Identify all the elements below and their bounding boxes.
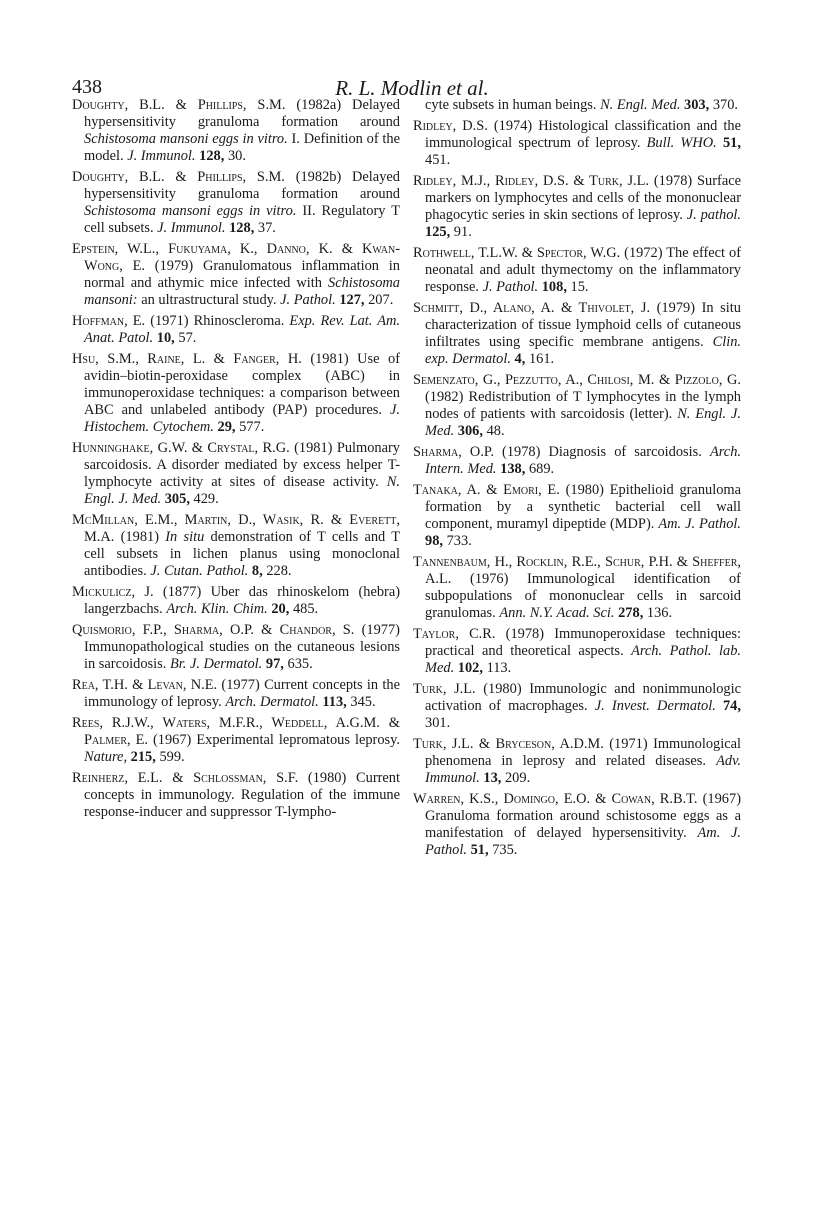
ref-journal: Arch. Intern. Med. bbox=[425, 444, 741, 477]
ref-pages: 57. bbox=[178, 330, 197, 346]
ref-pages: 228. bbox=[266, 563, 292, 579]
ref-volume: 8, bbox=[251, 563, 263, 579]
ref-volume: 29, bbox=[217, 419, 236, 435]
ref-authors: Doughty, B.L. & Phillips, S.M. bbox=[72, 169, 285, 185]
ref-title: Delayed hypersensitivity granuloma formation around bbox=[84, 97, 400, 130]
ref-authors: Ridley, M.J., Ridley, D.S. & Turk, J.L. bbox=[413, 173, 650, 189]
reference-entry bbox=[413, 554, 741, 622]
ref-year: (1976) bbox=[470, 571, 509, 587]
ref-volume: 215, bbox=[130, 749, 156, 765]
ref-continuation-text: cyte subsets in human beings. bbox=[425, 97, 597, 113]
ref-authors: Rees, R.J.W., Waters, M.F.R., Weddell, A.G.M. & Palmer, E. bbox=[72, 715, 400, 748]
ref-authors: McMillan, E.M., Martin, D., Wasik, R. & Everett, M.A. bbox=[72, 512, 400, 545]
ref-pages: 30. bbox=[227, 148, 246, 164]
reference-entry bbox=[72, 584, 400, 618]
ref-year: (1981) bbox=[294, 440, 333, 456]
ref-authors: Rothwell, T.L.W. & Spector, W.G. bbox=[413, 245, 621, 261]
ref-volume: 51, bbox=[722, 135, 741, 151]
reference-entry bbox=[72, 313, 400, 347]
ref-pages: 113. bbox=[486, 660, 512, 676]
ref-pages: 370. bbox=[712, 97, 739, 113]
ref-volume: 51, bbox=[470, 842, 489, 858]
reference-entry bbox=[413, 736, 741, 787]
ref-pages: 209. bbox=[504, 770, 531, 786]
ref-authors: Turk, J.L. & Bryceson, A.D.M. bbox=[413, 736, 604, 752]
ref-authors: Warren, K.S., Domingo, E.O. & Cowan, R.B.T. bbox=[413, 791, 698, 807]
ref-pages: 207. bbox=[368, 292, 394, 308]
ref-volume: 98, bbox=[425, 533, 443, 549]
ref-journal: Bull. WHO. bbox=[646, 135, 717, 151]
ref-title: Immunological identification of subpopulations of mononuclear cells in sarcoid granulomas. bbox=[425, 571, 741, 621]
reference-entry bbox=[72, 351, 400, 436]
ref-volume: 4, bbox=[514, 351, 526, 367]
ref-journal: Ann. N.Y. Acad. Sci. bbox=[499, 605, 615, 621]
ref-year: (1981) bbox=[310, 351, 349, 367]
ref-title-rest: I. Definition of the model. bbox=[84, 131, 400, 164]
reference-entry bbox=[413, 173, 741, 241]
reference-entry bbox=[413, 444, 741, 478]
ref-pages: 345. bbox=[350, 694, 376, 710]
ref-title: Surface markers on lymphocytes and cells of the mononuclear phagocytic series in skin sections of leprosy. bbox=[425, 173, 741, 223]
ref-year: (1977) bbox=[361, 622, 400, 638]
ref-year: (1971) bbox=[150, 313, 189, 329]
reference-entry bbox=[72, 622, 400, 673]
ref-year: (1980) bbox=[565, 482, 604, 498]
ref-title: Rhinoscleroma. bbox=[193, 313, 285, 329]
ref-title: Use of avidin–biotin-peroxidase complex (ABC) in immunoperoxidase techniques: a comparison between ABC and unlabeled antibody (PAP) procedures. bbox=[84, 351, 400, 418]
ref-title-italic: In situ bbox=[165, 529, 205, 545]
ref-year: (1979) bbox=[656, 300, 696, 316]
ref-journal: Nature, bbox=[84, 749, 128, 765]
ref-year: (1981) bbox=[120, 529, 160, 545]
ref-volume: 97, bbox=[265, 656, 284, 672]
ref-authors: Tanaka, A. & Emori, E. bbox=[413, 482, 560, 498]
ref-volume: 303, bbox=[684, 97, 710, 113]
ref-journal: Clin. exp. Dermatol. bbox=[425, 334, 741, 367]
ref-journal: Adv. Immunol. bbox=[425, 753, 741, 786]
ref-volume: 306, bbox=[457, 423, 483, 439]
reference-entry bbox=[413, 791, 741, 859]
reference-entry bbox=[413, 245, 741, 296]
ref-pages: 429. bbox=[193, 491, 219, 507]
ref-year: (1982a) bbox=[296, 97, 342, 113]
ref-pages: 37. bbox=[257, 220, 276, 236]
ref-title-rest: II. Regulatory T cell subsets. bbox=[84, 203, 400, 236]
ref-year: (1972) bbox=[624, 245, 663, 261]
ref-volume: 113, bbox=[322, 694, 347, 710]
reference-entry bbox=[72, 169, 400, 237]
ref-volume: 128, bbox=[229, 220, 255, 236]
ref-title: The effect of neonatal and adult thymectomy on the inflammatory response. bbox=[425, 245, 741, 295]
ref-pages: 485. bbox=[292, 601, 319, 617]
ref-title: Diagnosis of sarcoidosis. bbox=[548, 444, 702, 460]
references-left-column bbox=[72, 97, 400, 825]
reference-entry bbox=[72, 241, 400, 309]
ref-year: (1877) bbox=[162, 584, 202, 600]
ref-title: Granulomatous inflammation in normal and athymic mice infected with bbox=[84, 258, 400, 291]
ref-journal: J. pathol. bbox=[686, 207, 741, 223]
reference-entry bbox=[413, 118, 741, 169]
ref-authors: Ridley, D.S. bbox=[413, 118, 488, 134]
ref-journal: N. Engl. Med. bbox=[600, 97, 681, 113]
ref-authors: Sharma, O.P. bbox=[413, 444, 494, 460]
ref-journal: J. Histochem. Cytochem. bbox=[84, 402, 400, 435]
ref-year: (1977) bbox=[221, 677, 260, 693]
running-head: R. L. Modlin et al. bbox=[335, 76, 489, 100]
ref-title-rest: an ultrastructural study. bbox=[141, 292, 277, 308]
ref-title: Uber das rhinoskelom (hebra) langerzbachs. bbox=[84, 584, 400, 617]
ref-journal: Br. J. Dermatol. bbox=[169, 656, 263, 672]
ref-journal: N. Engl. J. Med. bbox=[425, 406, 742, 439]
ref-authors: Hunninghake, G.W. & Crystal, R.G. bbox=[72, 440, 290, 456]
ref-volume: 10, bbox=[156, 330, 175, 346]
ref-volume: 305, bbox=[164, 491, 190, 507]
ref-year: (1974) bbox=[493, 118, 533, 134]
ref-volume: 125, bbox=[425, 224, 451, 240]
ref-title: Immunological phenomena in leprosy and related diseases. bbox=[425, 736, 741, 769]
ref-volume: 74, bbox=[722, 698, 741, 714]
ref-title: Epithelioid granuloma formation by a synthetic bacterial cell wall component, muramyl dipeptide (MDP). bbox=[425, 482, 741, 532]
ref-title: Immunologic and nonimmunologic activation of macrophages. bbox=[425, 681, 741, 714]
ref-journal: Arch. Klin. Chim. bbox=[166, 601, 268, 617]
ref-journal: Am. J. Pathol. bbox=[658, 516, 742, 532]
ref-pages: 577. bbox=[239, 419, 265, 435]
ref-authors: Schmitt, D., Alano, A. & Thivolet, J. bbox=[413, 300, 651, 316]
ref-year: (1982b) bbox=[295, 169, 342, 185]
ref-volume: 128, bbox=[199, 148, 225, 164]
ref-year: (1978) bbox=[653, 173, 693, 189]
ref-authors: Taylor, C.R. bbox=[413, 626, 496, 642]
ref-authors: Turk, J.L. bbox=[413, 681, 476, 697]
ref-authors: Hsu, S.M., Raine, L. & Fanger, H. bbox=[72, 351, 302, 367]
ref-pages: 161. bbox=[528, 351, 555, 367]
ref-title-italic: Schistosoma mansoni eggs in vitro. bbox=[84, 131, 288, 147]
ref-volume: 108, bbox=[541, 279, 567, 295]
ref-year: (1980) bbox=[483, 681, 522, 697]
ref-title: Pulmonary sarcoidosis. A disorder mediated by excess helper T-lymphocyte activity at sites of disease activity. bbox=[84, 440, 400, 490]
reference-entry bbox=[72, 97, 400, 165]
ref-journal: N. Engl. J. Med. bbox=[84, 474, 400, 507]
ref-journal: Am. J. Pathol. bbox=[425, 825, 741, 858]
reference-entry bbox=[413, 482, 741, 550]
ref-title-italic: Schistosoma mansoni eggs in vitro. bbox=[84, 203, 297, 219]
ref-title: Current concepts in immunology. Regulation of the immune response-inducer and suppressor T-lympho- bbox=[84, 770, 400, 820]
ref-pages: 48. bbox=[486, 423, 505, 439]
reference-entry bbox=[413, 372, 741, 440]
page-number: 438 bbox=[72, 76, 102, 98]
references-right-column bbox=[413, 97, 741, 863]
ref-title: Redistribution of T lymphocytes in the lymph nodes of patients with sarcoidosis (letter). bbox=[425, 389, 741, 422]
ref-authors: Doughty, B.L. & Phillips, S.M. bbox=[72, 97, 286, 113]
ref-authors: Tannenbaum, H., Rocklin, R.E., Schur, P.H. & Sheffer, A.L. bbox=[413, 554, 741, 587]
ref-journal: Arch. Pathol. lab. Med. bbox=[425, 643, 741, 676]
ref-pages: 689. bbox=[528, 461, 555, 477]
ref-year: (1971) bbox=[609, 736, 648, 752]
reference-entry bbox=[72, 512, 400, 580]
reference-entry bbox=[413, 626, 741, 677]
reference-continuation bbox=[413, 97, 741, 114]
reference-entry bbox=[72, 677, 400, 711]
ref-year: (1979) bbox=[154, 258, 194, 274]
ref-year: (1978) bbox=[502, 444, 541, 460]
ref-year: (1967) bbox=[702, 791, 741, 807]
ref-pages: 91. bbox=[453, 224, 472, 240]
ref-journal: J. Immunol. bbox=[127, 148, 196, 164]
ref-pages: 735. bbox=[492, 842, 518, 858]
ref-volume: 138, bbox=[500, 461, 526, 477]
ref-authors: Rea, T.H. & Levan, N.E. bbox=[72, 677, 218, 693]
ref-title: Histological classification and the immunological spectrum of leprosy. bbox=[425, 118, 741, 151]
ref-title: Experimental lepromatous leprosy. bbox=[196, 732, 400, 748]
ref-pages: 599. bbox=[159, 749, 185, 765]
ref-volume: 13, bbox=[483, 770, 502, 786]
ref-title: Delayed hypersensitivity granuloma formation around bbox=[84, 169, 400, 202]
ref-authors: Mickulicz, J. bbox=[72, 584, 154, 600]
reference-entry bbox=[413, 681, 741, 732]
ref-title: Immunopathological studies on the cutaneous lesions in sarcoidosis. bbox=[84, 639, 400, 672]
reference-entry bbox=[72, 770, 400, 821]
ref-pages: 451. bbox=[425, 152, 451, 168]
ref-journal: J. Pathol. bbox=[482, 279, 539, 295]
ref-pages: 15. bbox=[570, 279, 589, 295]
ref-pages: 301. bbox=[425, 715, 451, 731]
ref-title: In situ characterization of tissue lymphoid cells of cutaneous infiltrates using specific membrane antigens. bbox=[425, 300, 741, 350]
ref-title: Current concepts in the immunology of leprosy. bbox=[84, 677, 400, 710]
ref-title-rest: demonstration of T cells and T cell subsets in lichen planus using monoclonal antibodies. bbox=[84, 529, 400, 579]
ref-pages: 635. bbox=[287, 656, 313, 672]
ref-authors: Quismorio, F.P., Sharma, O.P. & Chandor, S. bbox=[72, 622, 355, 638]
reference-entry bbox=[72, 440, 400, 508]
ref-journal: Exp. Rev. Lat. Am. Anat. Patol. bbox=[84, 313, 400, 346]
ref-year: (1978) bbox=[505, 626, 545, 642]
ref-authors: Hoffman, E. bbox=[72, 313, 146, 329]
ref-journal: J. Invest. Dermatol. bbox=[594, 698, 716, 714]
ref-authors: Reinherz, E.L. & Schlossman, S.F. bbox=[72, 770, 299, 786]
ref-authors: Semenzato, G., Pezzutto, A., Chilosi, M. & Pizzolo, G. bbox=[413, 372, 741, 388]
ref-title-italic: Schistosoma mansoni: bbox=[84, 275, 400, 308]
ref-journal: J. Immunol. bbox=[157, 220, 226, 236]
reference-entry bbox=[413, 300, 741, 368]
ref-year: (1980) bbox=[307, 770, 347, 786]
reference-entry bbox=[72, 715, 400, 766]
ref-title: Immunoperoxidase techniques: practical and theoretical aspects. bbox=[425, 626, 742, 659]
ref-authors: Epstein, W.L., Fukuyama, K., Danno, K. & Kwan-Wong, E. bbox=[72, 241, 400, 274]
ref-year: (1967) bbox=[152, 732, 192, 748]
ref-journal: J. Pathol. bbox=[280, 292, 336, 308]
ref-journal: J. Cutan. Pathol. bbox=[150, 563, 249, 579]
ref-title: Granuloma formation around schistosome eggs as a manifestation of delayed hypersensitivity. bbox=[425, 808, 741, 841]
ref-volume: 127, bbox=[339, 292, 365, 308]
ref-pages: 733. bbox=[446, 533, 472, 549]
ref-volume: 102, bbox=[457, 660, 483, 676]
ref-volume: 278, bbox=[618, 605, 644, 621]
ref-pages: 136. bbox=[646, 605, 673, 621]
ref-journal: Arch. Dermatol. bbox=[225, 694, 319, 710]
ref-year: (1982) bbox=[425, 389, 464, 405]
ref-volume: 20, bbox=[271, 601, 290, 617]
